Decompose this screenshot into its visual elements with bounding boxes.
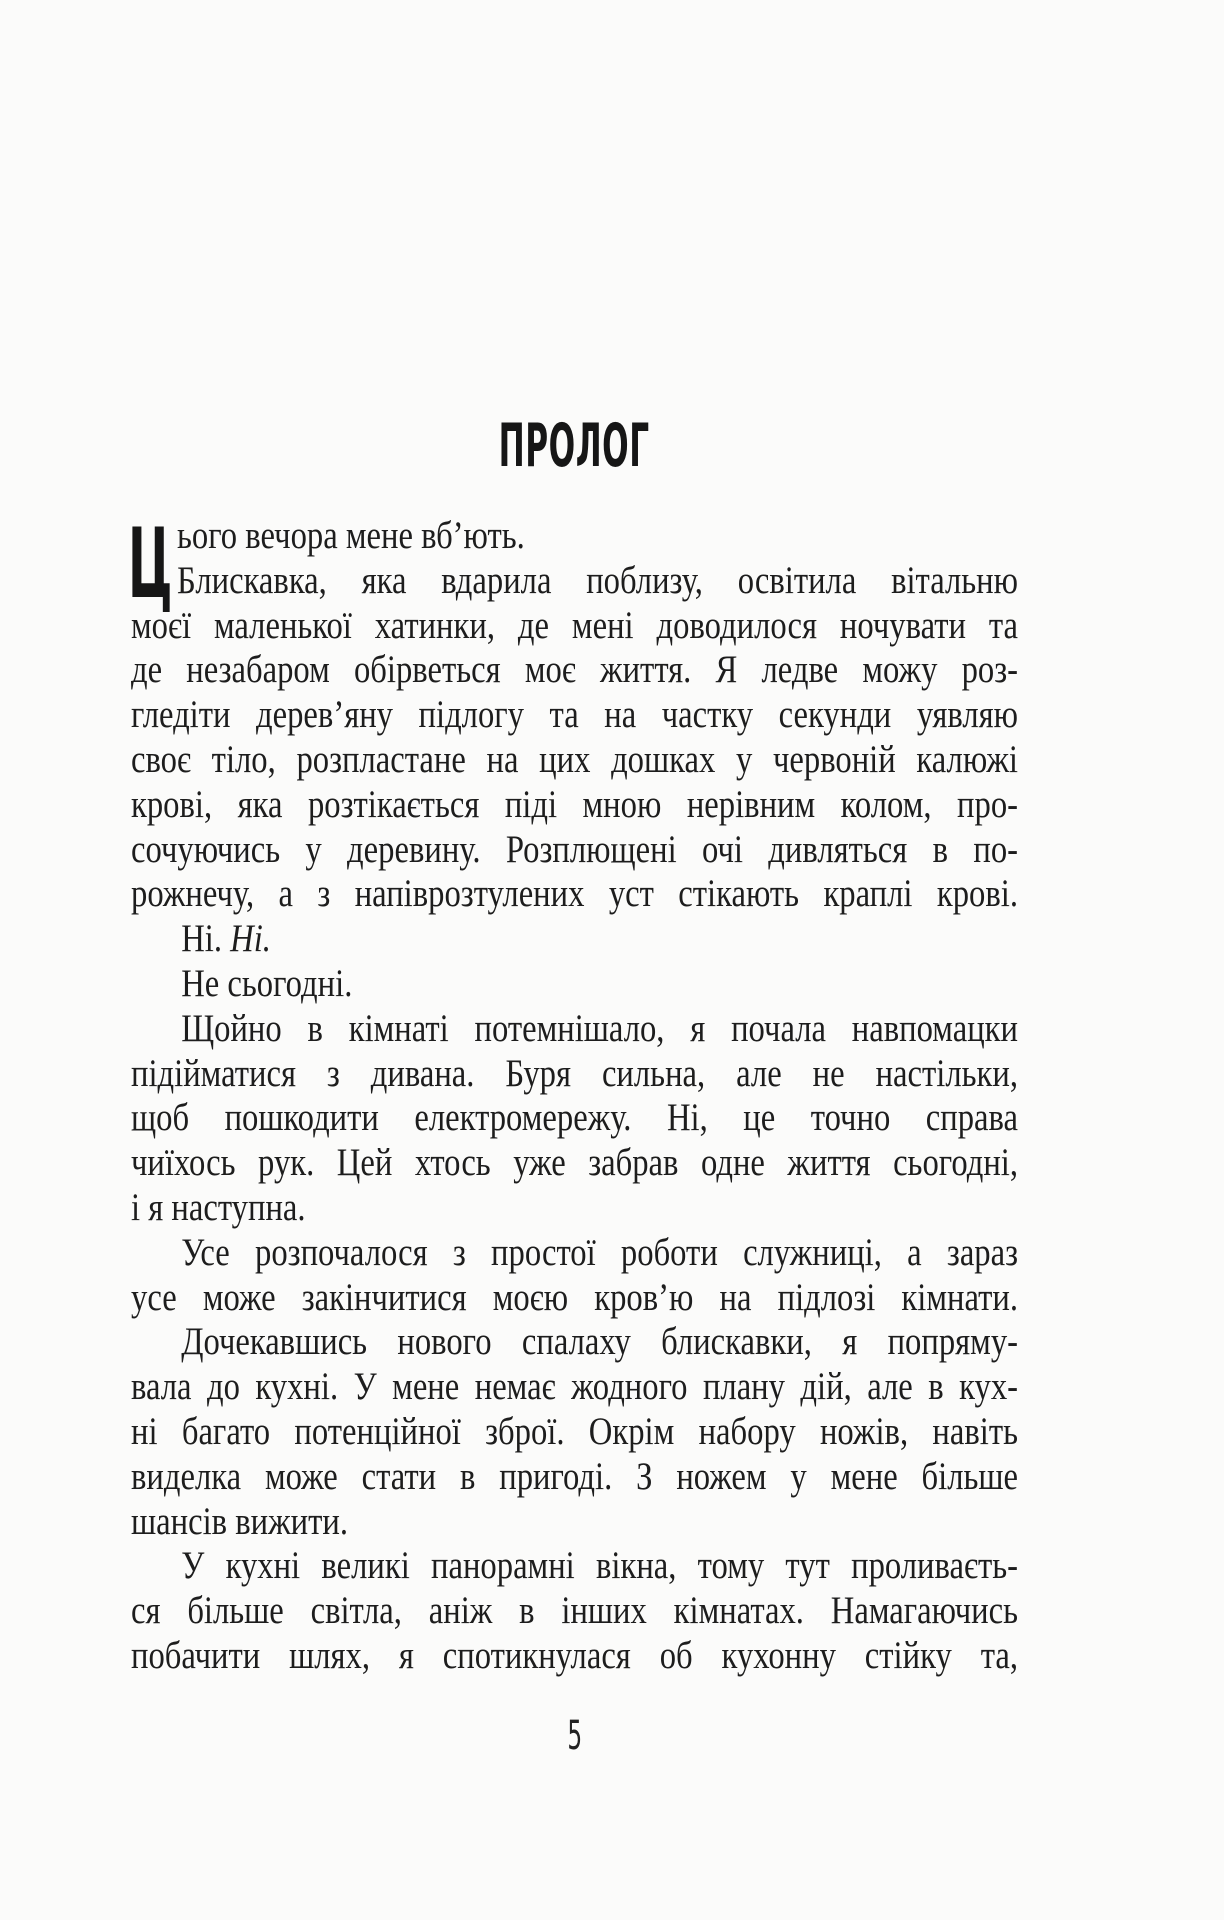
text-line: виделка може стати в пригоді. З ножем у мене більше (131, 1454, 1019, 1498)
text-line: побачити шлях, я спотикнулася об кухонну стійку та, (131, 1633, 1019, 1677)
text-block (131, 514, 1018, 1679)
text-line: шансів вижити. (131, 1499, 348, 1543)
text-line: усе може закінчитися моєю кров’ю на підлозі кімнати. (131, 1275, 1019, 1319)
text-segment: Ні. (181, 917, 231, 961)
text-line: моєї маленької хатинки, де мені доводилося ночувати та (131, 603, 1019, 647)
text-line (131, 917, 1018, 962)
text-line: ього вечора мене вб’ють. (177, 514, 525, 557)
text-line: вала до кухні. У мене немає жодного плану дій, але в кух- (131, 1365, 1019, 1409)
page-number (131, 1713, 1018, 1759)
text-line: щоб пошкодити електромережу. Ні, це точно справа (131, 1096, 1019, 1140)
text-segment-italic: Ні. (230, 917, 271, 961)
text-line: чиїхось рук. Цей хтось уже забрав одне життя сьогодні, (131, 1141, 1019, 1185)
text-line: ні багато потенційної зброї. Окрім набору ножів, навіть (131, 1409, 1019, 1453)
text-line: сочуючись у деревину. Розплющені очі дивляться в по- (131, 827, 1019, 871)
text-line: ся більше світла, аніж в інших кімнатах. Намагаючись (131, 1589, 1019, 1633)
chapter-heading-text: ПРОЛОГ (499, 411, 650, 481)
text-line: гледіти дерев’яну підлогу та на частку секунди уявляю (131, 693, 1019, 737)
chapter-heading (131, 411, 1018, 481)
drop-cap: Ц (128, 508, 173, 620)
text-line: У кухні великі панорамні вікна, тому тут проливаєть- (181, 1544, 1019, 1588)
text-line: своє тіло, розпластане на цих дошках у червоній калюжі (131, 737, 1019, 781)
text-line: Дочекавшись нового спалаху блискавки, я попряму- (181, 1320, 1019, 1364)
text-line: Не сьогодні. (181, 961, 353, 1005)
text-line: крові, яка розтікається піді мною нерівним колом, про- (131, 782, 1019, 826)
page-number-text: 5 (567, 1713, 582, 1759)
text-line: Усе розпочалося з простої роботи служниці, а зараз (181, 1230, 1019, 1274)
text-line: Щойно в кімнаті потемнішало, я почала навпомацки (181, 1006, 1019, 1050)
text-line: де незабаром обірветься моє життя. Я ледве можу роз- (131, 648, 1019, 692)
text-line: і я наступна. (131, 1185, 306, 1229)
text-line: підійматися з дивана. Буря сильна, але не настільки, (131, 1051, 1019, 1095)
text-line: рожнечу, а з напіврозтулених уст стікають краплі крові. (131, 872, 1019, 916)
text-line: Блискавка, яка вдарила поблизу, освітила вітальню (177, 558, 1019, 602)
